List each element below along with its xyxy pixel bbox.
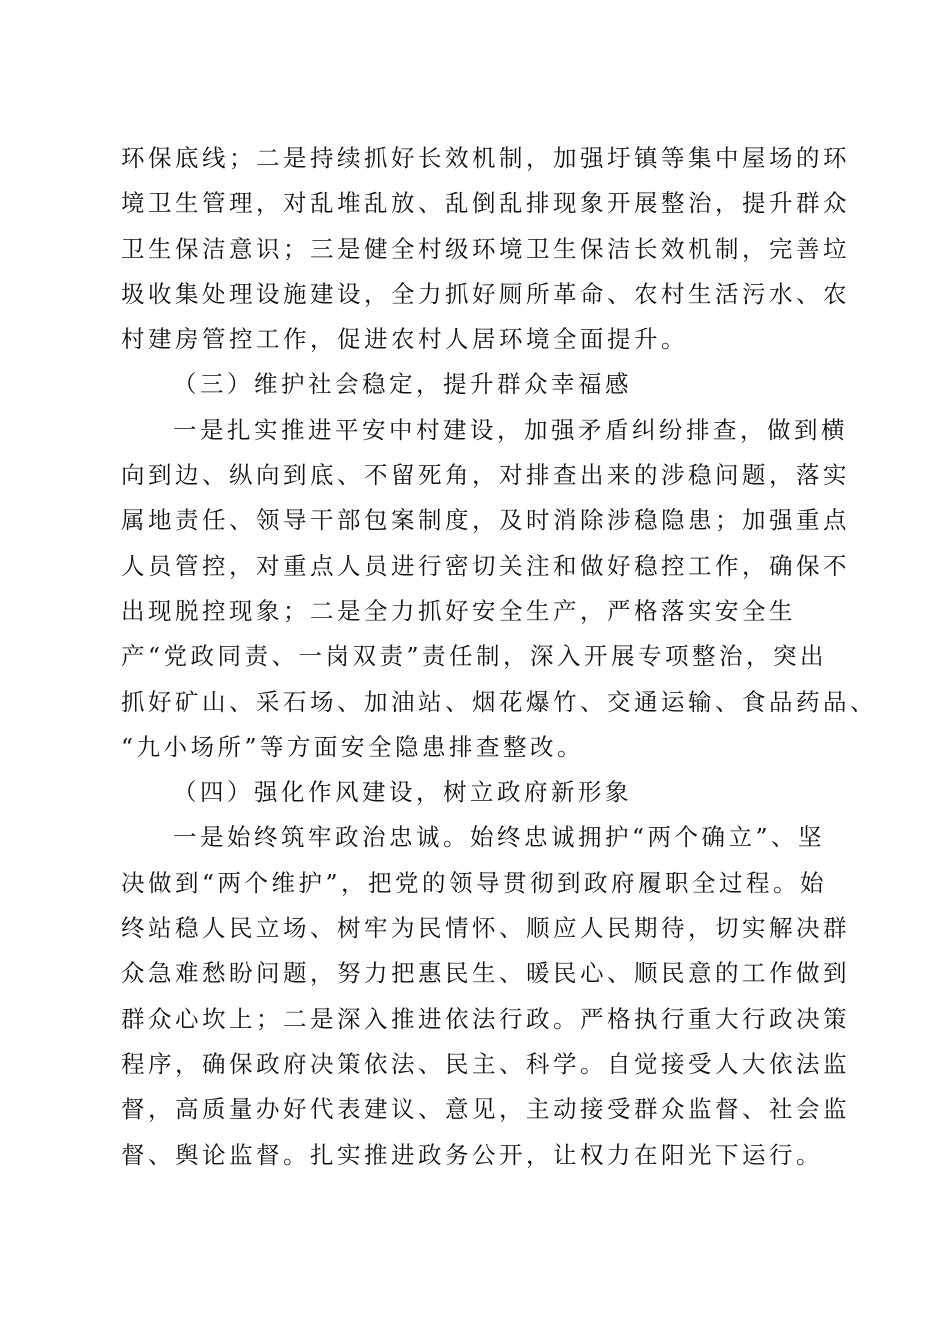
paragraph-first-line: 一是扎实推进平安中村建设，加强矛盾纠纷排查，做到横 <box>173 415 848 444</box>
text-line: 决做到“两个维护”，把党的领导贯彻到政府履职全过程。始 <box>121 868 828 897</box>
text-line: 产“党政同责、一岗双责”责任制，深入开展专项整治，突出 <box>121 642 828 671</box>
text-line: 督，高质量办好代表建议、意见，主动接受群众监督、社会监 <box>121 1095 850 1124</box>
paragraph-first-line: 一是始终筑牢政治忠诚。始终忠诚拥护“两个确立”、坚 <box>173 823 826 852</box>
text-line: 终站稳人民立场、树牢为民情怀、顺应人民期待，切实解决群 <box>121 914 850 943</box>
text-line: 向到边、纵向到底、不留死角，对排查出来的涉稳问题，落实 <box>121 461 850 490</box>
text-line: 村建房管控工作，促进农村人居环境全面提升。 <box>121 325 688 354</box>
text-line: 人员管控，对重点人员进行密切关注和做好稳控工作，确保不 <box>121 551 850 580</box>
text-line: “九小场所”等方面安全隐患排查整改。 <box>121 732 585 761</box>
text-line: 圾收集处理设施建设，全力抓好厕所革命、农村生活污水、农 <box>121 279 850 308</box>
text-line: 抓好矿山、采石场、加油站、烟花爆竹、交通运输、食品药品、 <box>121 687 877 716</box>
document-body <box>121 136 877 1178</box>
text-line: 督、舆论监督。扎实推进政务公开，让权力在阳光下运行。 <box>121 1140 823 1169</box>
text-line: 环保底线；二是持续抓好长效机制，加强圩镇等集中屋场的环 <box>121 144 850 172</box>
text-line: 卫生保洁意识；三是健全村级环境卫生保洁长效机制，完善垃 <box>121 234 850 263</box>
text-line: 众急难愁盼问题，努力把惠民生、暖民心、顺民意的工作做到 <box>121 959 850 988</box>
text-line: 属地责任、领导干部包案制度，及时消除涉稳隐患；加强重点 <box>121 506 850 535</box>
section-heading-4: （四）强化作风建设，树立政府新形象 <box>173 778 632 807</box>
text-line: 出现脱控现象；二是全力抓好安全生产，严格落实安全生 <box>121 596 796 625</box>
text-line: 境卫生管理，对乱堆乱放、乱倒乱排现象开展整治，提升群众 <box>121 189 850 218</box>
text-line: 群众心坎上；二是深入推进依法行政。严格执行重大行政决策 <box>121 1004 850 1033</box>
section-heading-3: （三）维护社会稳定，提升群众幸福感 <box>173 370 632 399</box>
text-line: 程序，确保政府决策依法、民主、科学。自觉接受人大依法监 <box>121 1049 850 1078</box>
